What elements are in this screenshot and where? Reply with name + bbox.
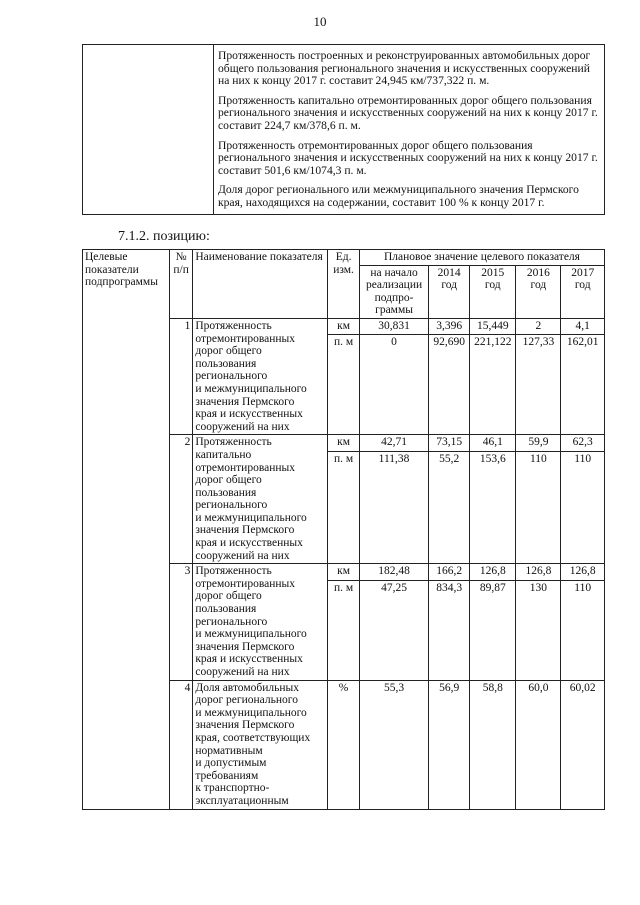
- unit-cell: км: [328, 564, 360, 580]
- unit-cell: п. м: [328, 580, 360, 680]
- indicator-name: Протяженность капитально отремонтированных дорог общего пользования регионального и межмуниципального значения Пермского края и искусственных сооружений на них: [193, 435, 328, 564]
- header-base: на начало реализации подпро-граммы: [359, 265, 428, 318]
- value-2014-cell: 55,2: [429, 452, 470, 564]
- value-2017-cell: 162,01: [561, 335, 605, 435]
- unit-cell: км: [328, 318, 360, 334]
- value-2015-cell: 15,449: [470, 318, 516, 334]
- indicator-name: Доля автомобильных дорог регионального и межмуниципального значения Пермского края, соответствующих нормативным и допустимым требованиям к транспортно- эксплуатационным: [193, 680, 328, 809]
- value-2016-cell: 127,33: [516, 335, 561, 435]
- value-2014-cell: 92,690: [429, 335, 470, 435]
- indicator-name: Протяженность отремонтированных дорог общего пользования регионального и межмуниципального значения Пермского края и искусственных сооружений на них: [193, 318, 328, 434]
- value-2014-cell: 834,3: [429, 580, 470, 680]
- value-2014-cell: 3,396: [429, 318, 470, 334]
- header-2017: 2017 год: [561, 265, 605, 318]
- result-paragraph-3: Протяженность отремонтированных дорог общего пользования регионального значения и искусственных сооружений на них к концу 2017 г. составит 501,6 км/1074,3 п. м.: [218, 138, 598, 177]
- result-paragraph-4: Доля дорог регионального или межмуниципального значения Пермского края, находящихся на содержании, составит 100 % к концу 2017 г.: [218, 183, 579, 209]
- header-2015: 2015 год: [470, 265, 516, 318]
- value-2016-cell: 130: [516, 580, 561, 680]
- header-goals: Целевые показатели подпрограммы: [83, 250, 170, 810]
- header-unit: Ед. изм.: [328, 250, 360, 319]
- results-text-cell: [214, 45, 605, 215]
- value-2015-cell: 46,1: [470, 435, 516, 452]
- base-value-cell: 47,25: [359, 580, 428, 680]
- page-number: 10: [313, 14, 327, 29]
- value-2016-cell: 126,8: [516, 564, 561, 580]
- result-paragraph-1: Протяженность построенных и реконструированных автомобильных дорог общего пользования регионального значения и искусственных сооружений на них к концу 2017 г. составит 24,945 км/737,322 п. м.: [218, 49, 591, 88]
- value-2014-cell: 166,2: [429, 564, 470, 580]
- row-number: 4: [169, 680, 192, 809]
- unit-cell: км: [328, 435, 360, 452]
- value-2014-cell: 56,9: [429, 680, 470, 809]
- value-2016-cell: 110: [516, 452, 561, 564]
- value-2015-cell: 221,122: [470, 335, 516, 435]
- value-2017-cell: 110: [561, 452, 605, 564]
- row-number: 1: [169, 318, 192, 434]
- header-num: № п/п: [169, 250, 192, 319]
- indicators-table: [82, 249, 605, 810]
- header-planned-value: Плановое значение целевого показателя: [359, 250, 604, 266]
- base-value-cell: 182,48: [359, 564, 428, 580]
- value-2017-cell: 4,1: [561, 318, 605, 334]
- value-2016-cell: 60,0: [516, 680, 561, 809]
- value-2015-cell: 126,8: [470, 564, 516, 580]
- row-number: 3: [169, 564, 192, 680]
- table-header-row: [83, 250, 605, 266]
- value-2015-cell: 153,6: [470, 452, 516, 564]
- unit-cell: п. м: [328, 452, 360, 564]
- base-value-cell: 111,38: [359, 452, 428, 564]
- base-value-cell: 30,831: [359, 318, 428, 334]
- value-2015-cell: 89,87: [470, 580, 516, 680]
- value-2016-cell: 59,9: [516, 435, 561, 452]
- value-2017-cell: 110: [561, 580, 605, 680]
- value-2015-cell: 58,8: [470, 680, 516, 809]
- value-2016-cell: 2: [516, 318, 561, 334]
- value-2014-cell: 73,15: [429, 435, 470, 452]
- base-value-cell: 0: [359, 335, 428, 435]
- indicator-name: Протяженность отремонтированных дорог общего пользования регионального и межмуниципального значения Пермского края и искусственных сооружений на них: [193, 564, 328, 680]
- result-paragraph-2: Протяженность капитально отремонтированных дорог общего пользования регионального значения и искусственных сооружений на них к концу 2017 г. составит 224,7 км/378,6 п. м.: [218, 93, 598, 132]
- value-2017-cell: 60,02: [561, 680, 605, 809]
- base-value-cell: 55,3: [359, 680, 428, 809]
- previous-section-table: [82, 44, 605, 215]
- header-name: Наименование показателя: [193, 250, 328, 319]
- value-2017-cell: 62,3: [561, 435, 605, 452]
- row-number: 2: [169, 435, 192, 564]
- base-value-cell: 42,71: [359, 435, 428, 452]
- section-heading: 7.1.2. позицию:: [118, 229, 210, 244]
- unit-cell: %: [328, 680, 360, 809]
- header-2016: 2016 год: [516, 265, 561, 318]
- header-2014: 2014 год: [429, 265, 470, 318]
- unit-cell: п. м: [328, 335, 360, 435]
- empty-label-cell: [83, 45, 214, 215]
- value-2017-cell: 126,8: [561, 564, 605, 580]
